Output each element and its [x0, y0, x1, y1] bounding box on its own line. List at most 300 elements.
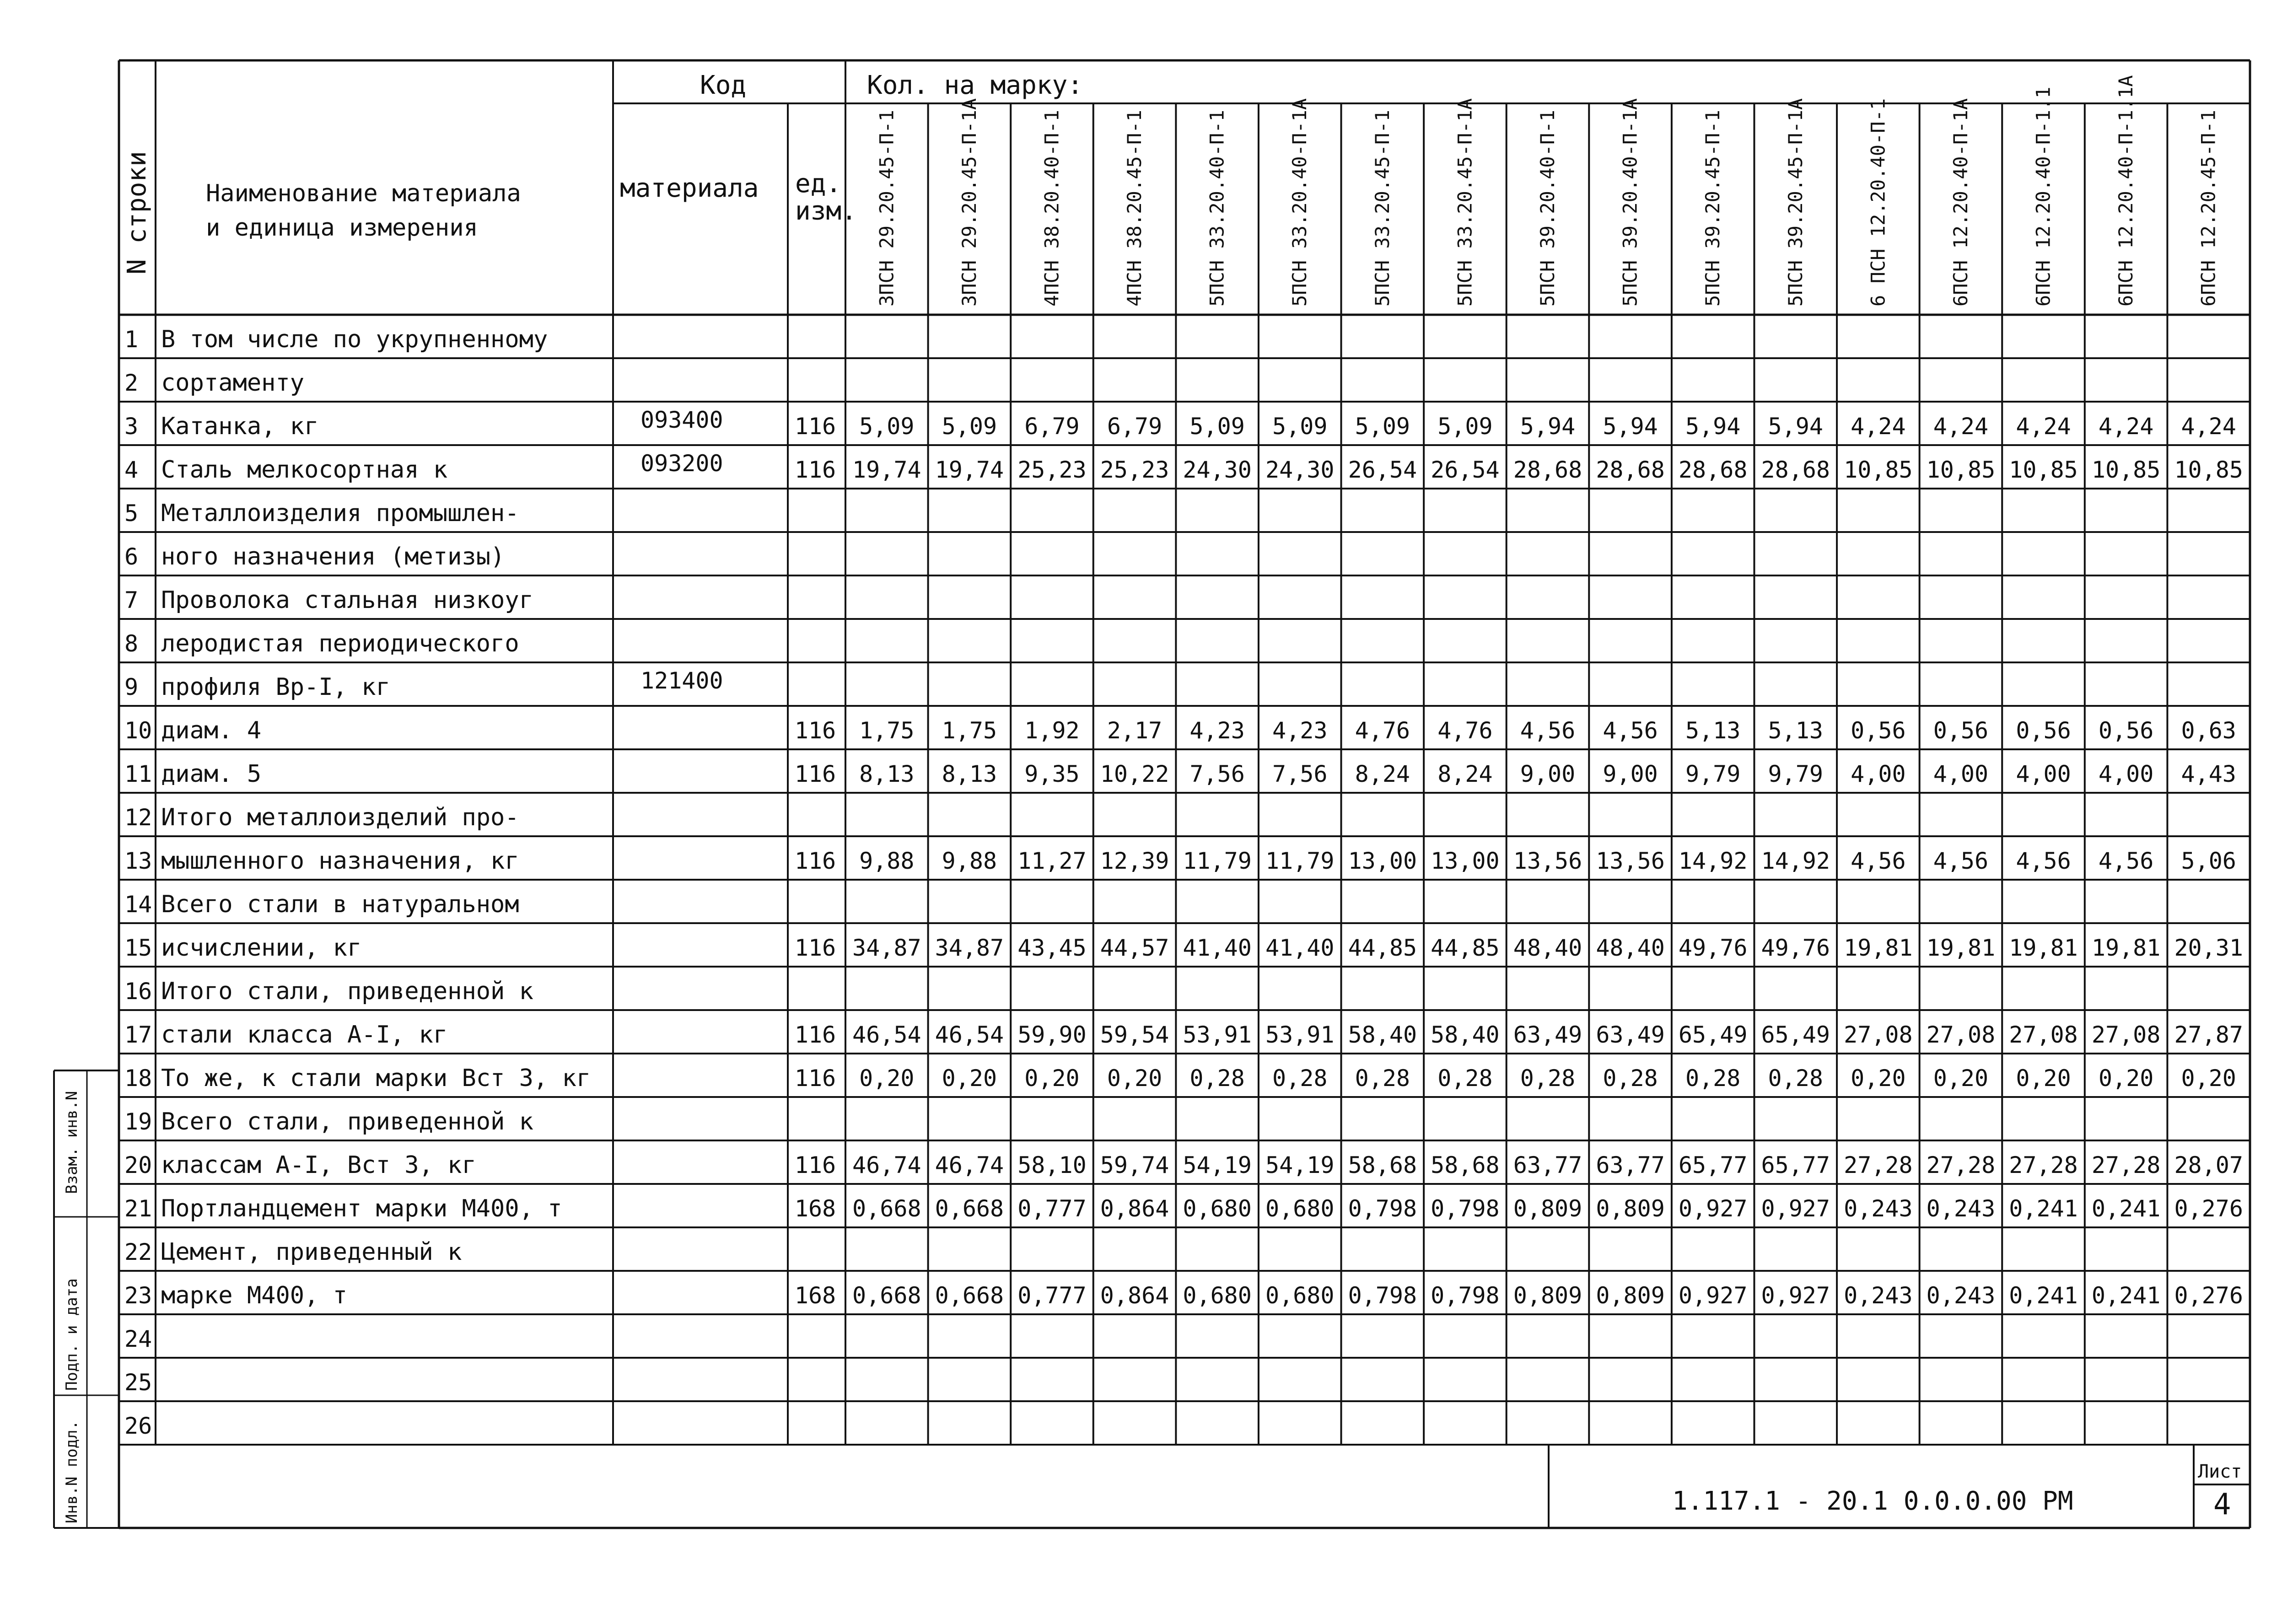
quantity-cell: 5,09	[1355, 413, 1410, 440]
quantity-cell: 0,241	[2009, 1282, 2078, 1309]
table-row	[124, 1282, 2243, 1309]
quantity-cell: 26,54	[1348, 457, 1417, 483]
row-number: 13	[124, 848, 152, 874]
quantity-cell: 8,24	[1355, 761, 1410, 787]
material-name: стали класса А-I, кг	[161, 1021, 448, 1049]
quantity-cell: 27,87	[2174, 1022, 2243, 1048]
mark-header-3: 4ПСН 38.20.40-П-1	[1040, 110, 1063, 307]
table-row	[124, 500, 519, 527]
quantity-cell: 27,28	[2091, 1152, 2161, 1178]
row-number-header: N строки	[122, 151, 152, 274]
quantity-cell: 24,30	[1183, 457, 1252, 483]
material-name: сортаменту	[161, 369, 305, 397]
quantity-cell: 0,241	[2091, 1195, 2161, 1222]
material-name: То же, к стали марки Вст 3, кг	[161, 1065, 591, 1092]
row-number: 1	[124, 326, 139, 353]
unit-code: 168	[794, 1195, 836, 1222]
row-number: 7	[124, 587, 139, 613]
quantity-cell: 27,08	[2009, 1022, 2078, 1048]
quantity-cell: 5,94	[1685, 413, 1741, 440]
quantity-cell: 34,87	[852, 935, 921, 961]
mark-header-15: 6ПСН 12.20.40-П-1.1	[2032, 86, 2055, 307]
row-number: 26	[124, 1413, 152, 1439]
quantity-cell: 0,28	[1355, 1065, 1410, 1092]
material-name: ного назначения (метизы)	[161, 543, 505, 570]
table-row	[124, 1108, 533, 1135]
quantity-cell: 5,13	[1685, 717, 1741, 744]
quantity-cell: 0,864	[1100, 1195, 1169, 1222]
quantity-cell: 44,57	[1100, 935, 1169, 961]
quantity-cell: 65,77	[1678, 1152, 1748, 1178]
row-number: 11	[124, 761, 152, 787]
mark-header-14: 6ПСН 12.20.40-П-1А	[1949, 98, 1972, 307]
quantity-cell: 0,809	[1596, 1195, 1665, 1222]
quantity-cell: 9,88	[859, 848, 915, 874]
side-stamp	[63, 1091, 81, 1523]
quantity-cell: 0,668	[852, 1195, 921, 1222]
quantity-cell: 0,680	[1183, 1195, 1252, 1222]
quantity-cell: 0,20	[859, 1065, 915, 1092]
quantity-cell: 0,20	[1024, 1065, 1080, 1092]
quantity-cell: 58,40	[1431, 1022, 1500, 1048]
row-number: 21	[124, 1195, 152, 1222]
quantity-cell: 44,85	[1431, 935, 1500, 961]
quantity-cell: 0,56	[1851, 717, 1906, 744]
quantity-cell: 5,13	[1768, 717, 1823, 744]
quantity-cell: 10,85	[1926, 457, 1996, 483]
quantity-cell: 58,68	[1348, 1152, 1417, 1178]
mark-header-17: 6ПСН 12.20.45-П-1	[2197, 110, 2220, 307]
quantity-cell: 4,00	[2016, 761, 2071, 787]
quantity-cell: 4,56	[1933, 848, 1989, 874]
quantity-cell: 5,94	[1520, 413, 1576, 440]
quantity-cell: 0,241	[2009, 1195, 2078, 1222]
table-row	[124, 369, 304, 397]
quantity-cell: 27,28	[1844, 1152, 1913, 1178]
quantity-cell: 13,56	[1513, 848, 1582, 874]
quantity-cell: 28,68	[1678, 457, 1748, 483]
unit-code: 116	[794, 761, 836, 787]
row-number: 8	[124, 630, 139, 657]
table-rows	[124, 326, 2243, 1439]
quantity-cell: 4,43	[2181, 761, 2236, 787]
quantity-cell: 6,79	[1107, 413, 1163, 440]
quantity-cell: 48,40	[1596, 935, 1665, 961]
mark-header-10: 5ПСН 39.20.40-П-1А	[1619, 98, 1642, 307]
side-label-original-inv: Инв.N подл.	[63, 1420, 81, 1523]
material-name: диам. 4	[161, 717, 262, 744]
quantity-cell: 26,54	[1431, 457, 1500, 483]
quantity-cell: 9,79	[1685, 761, 1741, 787]
material-name: классам А-I, Вст 3, кг	[161, 1151, 476, 1179]
quantity-cell: 59,54	[1100, 1022, 1169, 1048]
sheet-label: Лист	[2198, 1461, 2242, 1482]
quantity-cell: 0,927	[1678, 1282, 1748, 1309]
quantity-cell: 0,56	[1933, 717, 1989, 744]
quantity-cell: 25,23	[1100, 457, 1169, 483]
quantity-cell: 0,668	[852, 1282, 921, 1309]
row-number: 22	[124, 1239, 152, 1265]
unit-code: 116	[794, 457, 836, 483]
quantity-cell: 0,680	[1265, 1282, 1335, 1309]
quantity-cell: 9,35	[1024, 761, 1080, 787]
material-name: леродистая периодического	[161, 630, 519, 657]
quantity-cell: 0,276	[2174, 1282, 2243, 1309]
mark-header-11: 5ПСН 39.20.45-П-1	[1701, 110, 1724, 307]
quantity-cell: 0,28	[1603, 1065, 1658, 1092]
quantity-cell: 54,19	[1265, 1152, 1335, 1178]
quantity-cell: 10,85	[2174, 457, 2243, 483]
row-number: 2	[124, 370, 139, 396]
quantity-cell: 58,10	[1017, 1152, 1087, 1178]
row-number: 19	[124, 1108, 152, 1135]
quantity-cell: 4,76	[1437, 717, 1493, 744]
table-row	[124, 1326, 152, 1352]
quantity-cell: 13,56	[1596, 848, 1665, 874]
mark-header-6: 5ПСН 33.20.40-П-1А	[1288, 98, 1311, 307]
material-name: исчислении, кг	[161, 934, 362, 962]
quantity-cell: 13,00	[1348, 848, 1417, 874]
quantity-cell: 53,91	[1265, 1022, 1335, 1048]
quantity-cell: 43,45	[1017, 935, 1087, 961]
quantity-cell: 19,74	[852, 457, 921, 483]
row-number: 6	[124, 543, 139, 570]
material-name: марке М400, т	[161, 1282, 347, 1309]
quantity-cell: 44,85	[1348, 935, 1417, 961]
quantity-cell: 10,85	[2091, 457, 2161, 483]
document-code: 1.117.1 - 20.1 0.0.0.00 РМ	[1672, 1486, 2073, 1516]
quantity-cell: 10,85	[2009, 457, 2078, 483]
quantity-cell: 5,94	[1603, 413, 1658, 440]
quantity-cell: 4,56	[2098, 848, 2154, 874]
row-number: 25	[124, 1369, 152, 1396]
quantity-cell: 46,54	[935, 1022, 1004, 1048]
quantity-cell: 0,927	[1678, 1195, 1748, 1222]
table-row	[124, 1151, 2243, 1179]
quantity-cell: 4,76	[1355, 717, 1410, 744]
quantity-cell: 28,07	[2174, 1152, 2243, 1178]
table-row	[124, 667, 723, 701]
quantity-cell: 4,24	[2098, 413, 2154, 440]
quantity-cell: 4,23	[1189, 717, 1245, 744]
table-row	[124, 1413, 152, 1439]
quantity-cell: 1,92	[1024, 717, 1080, 744]
mark-header-9: 5ПСН 39.20.40-П-1	[1536, 110, 1559, 307]
table-row	[124, 934, 2243, 962]
quantity-cell: 0,20	[2098, 1065, 2154, 1092]
quantity-cell: 5,09	[942, 413, 997, 440]
quantity-cell: 0,276	[2174, 1195, 2243, 1222]
quantity-cell: 0,798	[1348, 1282, 1417, 1309]
quantity-cell: 1,75	[859, 717, 915, 744]
side-label-replacement: Взам. инв.N	[63, 1091, 81, 1194]
quantity-cell: 4,24	[2016, 413, 2071, 440]
mark-header-12: 5ПСН 39.20.45-П-1А	[1784, 98, 1807, 307]
material-name: Цемент, приведенный к	[161, 1238, 462, 1266]
row-number: 9	[124, 674, 139, 700]
quantity-cell: 0,809	[1513, 1195, 1582, 1222]
unit-code: 116	[794, 717, 836, 744]
unit-code: 116	[794, 413, 836, 440]
table-row	[124, 1021, 2243, 1049]
unit-code: 116	[794, 1022, 836, 1048]
quantity-cell: 27,28	[1926, 1152, 1996, 1178]
quantity-cell: 0,28	[1189, 1065, 1245, 1092]
table-row	[124, 1238, 462, 1266]
material-code: 093200	[640, 450, 723, 477]
quantity-cell: 53,91	[1183, 1022, 1252, 1048]
unit-header-line2: изм.	[795, 196, 857, 226]
mark-header-1: 3ПСН 29.20.45-П-1	[875, 110, 898, 307]
quantity-cell: 4,00	[1933, 761, 1989, 787]
quantity-cell: 28,68	[1596, 457, 1665, 483]
name-header-line2: и единица измерения	[206, 214, 478, 242]
quantity-cell: 9,88	[942, 848, 997, 874]
quantity-cell: 11,79	[1265, 848, 1335, 874]
quantity-cell: 4,56	[1520, 717, 1576, 744]
row-number: 14	[124, 891, 152, 918]
quantity-cell: 0,668	[935, 1282, 1004, 1309]
quantity-cell: 0,241	[2091, 1282, 2161, 1309]
material-code: 093400	[640, 407, 723, 433]
quantity-cell: 0,63	[2181, 717, 2236, 744]
quantity-cell: 11,79	[1183, 848, 1252, 874]
quantity-cell: 27,08	[2091, 1022, 2161, 1048]
table-row	[124, 450, 2243, 484]
quantity-cell: 0,20	[1933, 1065, 1989, 1092]
quantity-cell: 0,864	[1100, 1282, 1169, 1309]
quantity-cell: 58,68	[1431, 1152, 1500, 1178]
quantity-cell: 5,09	[859, 413, 915, 440]
quantity-cell: 0,28	[1520, 1065, 1576, 1092]
quantity-cell: 10,85	[1844, 457, 1913, 483]
quantity-cell: 27,08	[1844, 1022, 1913, 1048]
quantity-cell: 9,79	[1768, 761, 1823, 787]
quantity-cell: 25,23	[1017, 457, 1087, 483]
quantity-cell: 8,24	[1437, 761, 1493, 787]
quantity-cell: 19,81	[1844, 935, 1913, 961]
quantity-cell: 20,31	[2174, 935, 2243, 961]
material-name: Итого стали, приведенной к	[161, 978, 533, 1005]
mark-header-7: 5ПСН 33.20.45-П-1	[1371, 110, 1394, 307]
table-row	[124, 978, 533, 1005]
quantity-cell: 65,77	[1761, 1152, 1830, 1178]
material-name: диам. 5	[161, 760, 262, 788]
quantity-cell: 63,49	[1596, 1022, 1665, 1048]
row-number: 24	[124, 1326, 152, 1352]
quantity-cell: 0,243	[1926, 1195, 1996, 1222]
mark-column-headers	[875, 75, 2219, 307]
quantity-cell: 8,13	[942, 761, 997, 787]
row-number: 16	[124, 978, 152, 1005]
quantity-cell: 0,680	[1183, 1282, 1252, 1309]
table-row	[124, 586, 533, 614]
quantity-cell: 4,56	[1603, 717, 1658, 744]
quantity-cell: 0,243	[1844, 1282, 1913, 1309]
unit-code: 116	[794, 848, 836, 874]
quantity-cell: 19,74	[935, 457, 1004, 483]
quantity-cell: 19,81	[2009, 935, 2078, 961]
quantity-cell: 0,28	[1768, 1065, 1823, 1092]
material-name: Итого металлоизделий про-	[161, 804, 519, 831]
material-name: Портландцемент марки М400, т	[161, 1195, 562, 1222]
table-row	[124, 630, 519, 657]
quantity-cell: 19,81	[2091, 935, 2161, 961]
quantity-cell: 24,30	[1265, 457, 1335, 483]
quantity-cell: 0,243	[1926, 1282, 1996, 1309]
quantity-cell: 11,27	[1017, 848, 1087, 874]
quantity-cell: 4,56	[2016, 848, 2071, 874]
material-name: Проволока стальная низкоуг	[161, 586, 533, 614]
quantity-cell: 46,74	[935, 1152, 1004, 1178]
quantity-cell: 0,680	[1265, 1195, 1335, 1222]
side-label-signature-date: Подп. и дата	[63, 1278, 81, 1391]
name-header-line1: Наименование материала	[206, 180, 521, 207]
quantity-cell: 63,77	[1513, 1152, 1582, 1178]
unit-code: 116	[794, 935, 836, 961]
code-header: Код	[700, 70, 747, 100]
quantity-cell: 41,40	[1265, 935, 1335, 961]
row-number: 15	[124, 935, 152, 961]
mark-header-16: 6ПСН 12.20.40-П-1.1А	[2115, 75, 2137, 307]
material-name: мышленного назначения, кг	[161, 847, 519, 875]
table-row	[124, 804, 519, 831]
table-row	[124, 891, 519, 918]
quantity-cell: 4,24	[1851, 413, 1906, 440]
row-number: 12	[124, 804, 152, 831]
unit-header-line1: ед.	[795, 169, 842, 199]
quantity-cell: 0,927	[1761, 1282, 1830, 1309]
quantity-cell: 0,20	[942, 1065, 997, 1092]
quantity-cell: 59,74	[1100, 1152, 1169, 1178]
quantity-cell: 19,81	[1926, 935, 1996, 961]
quantity-cell: 5,09	[1272, 413, 1328, 440]
quantity-cell: 9,00	[1603, 761, 1658, 787]
row-number: 17	[124, 1022, 152, 1048]
quantity-cell: 0,20	[2016, 1065, 2071, 1092]
table-row	[124, 326, 548, 353]
quantity-cell: 0,28	[1685, 1065, 1741, 1092]
quantity-cell: 65,49	[1678, 1022, 1748, 1048]
quantity-cell: 4,56	[1851, 848, 1906, 874]
quantity-cell: 0,668	[935, 1195, 1004, 1222]
quantity-cell: 7,56	[1189, 761, 1245, 787]
material-name: профиля Вр-I, кг	[161, 673, 390, 701]
title-block	[1672, 1461, 2242, 1522]
quantity-cell: 28,68	[1761, 457, 1830, 483]
quantity-cell: 0,927	[1761, 1195, 1830, 1222]
quantity-cell: 0,28	[1437, 1065, 1493, 1092]
quantity-cell: 59,90	[1017, 1022, 1087, 1048]
material-code-header: материала	[620, 173, 759, 203]
material-name: В том числе по укрупненному	[161, 326, 548, 353]
table-row	[124, 1369, 152, 1396]
quantity-cell: 6,79	[1024, 413, 1080, 440]
material-name: Сталь мелкосортная к	[161, 456, 448, 484]
mark-header-2: 3ПСН 29.20.45-П-1А	[958, 98, 980, 307]
quantity-cell: 7,56	[1272, 761, 1328, 787]
quantity-cell: 65,49	[1761, 1022, 1830, 1048]
quantity-cell: 27,08	[1926, 1022, 1996, 1048]
quantity-cell: 0,20	[1851, 1065, 1906, 1092]
quantity-cell: 14,92	[1678, 848, 1748, 874]
row-number: 4	[124, 457, 139, 483]
mark-header-13: 6 ПСН 12.20.40-П-1	[1867, 98, 1889, 307]
quantity-cell: 63,49	[1513, 1022, 1582, 1048]
quantity-cell: 54,19	[1183, 1152, 1252, 1178]
material-name: Всего стали, приведенной к	[161, 1108, 533, 1135]
quantity-cell: 0,56	[2016, 717, 2071, 744]
quantity-cell: 4,23	[1272, 717, 1328, 744]
quantity-cell: 0,798	[1431, 1282, 1500, 1309]
quantity-cell: 46,74	[852, 1152, 921, 1178]
quantity-cell: 12,39	[1100, 848, 1169, 874]
quantity-cell: 0,798	[1348, 1195, 1417, 1222]
quantity-cell: 5,06	[2181, 848, 2236, 874]
quantity-cell: 28,68	[1513, 457, 1582, 483]
quantity-cell: 5,09	[1189, 413, 1245, 440]
mark-header-4: 4ПСН 38.20.45-П-1	[1123, 110, 1146, 307]
quantity-cell: 0,20	[1107, 1065, 1163, 1092]
material-name: Всего стали в натуральном	[161, 891, 519, 918]
table-header	[122, 70, 1083, 274]
row-number: 20	[124, 1152, 152, 1178]
row-number: 18	[124, 1065, 152, 1092]
quantity-cell: 8,13	[859, 761, 915, 787]
sheet-number: 4	[2213, 1488, 2231, 1522]
quantity-cell: 49,76	[1678, 935, 1748, 961]
quantity-cell: 46,54	[852, 1022, 921, 1048]
quantity-cell: 0,777	[1017, 1195, 1087, 1222]
quantity-cell: 49,76	[1761, 935, 1830, 961]
table-row	[124, 543, 505, 570]
quantity-cell: 9,00	[1520, 761, 1576, 787]
quantity-cell: 4,00	[2098, 761, 2154, 787]
quantity-cell: 63,77	[1596, 1152, 1665, 1178]
quantity-cell: 5,94	[1768, 413, 1823, 440]
material-code: 121400	[640, 667, 723, 694]
quantity-cell: 4,24	[1933, 413, 1989, 440]
quantity-cell: 58,40	[1348, 1022, 1417, 1048]
material-name: Катанка, кг	[161, 413, 319, 440]
row-number: 10	[124, 717, 152, 744]
unit-code: 116	[794, 1065, 836, 1092]
row-number: 3	[124, 413, 139, 440]
quantity-cell: 1,75	[942, 717, 997, 744]
quantity-cell: 10,22	[1100, 761, 1169, 787]
quantity-cell: 0,809	[1513, 1282, 1582, 1309]
quantity-cell: 14,92	[1761, 848, 1830, 874]
quantity-cell: 0,56	[2098, 717, 2154, 744]
quantity-cell: 5,09	[1437, 413, 1493, 440]
quantity-cell: 4,24	[2181, 413, 2236, 440]
row-number: 23	[124, 1282, 152, 1309]
quantity-cell: 34,87	[935, 935, 1004, 961]
quantity-cell: 0,809	[1596, 1282, 1665, 1309]
row-number: 5	[124, 500, 139, 527]
table-row	[124, 1195, 2243, 1222]
quantity-cell: 13,00	[1431, 848, 1500, 874]
material-name: Металлоизделия промышлен-	[161, 500, 519, 527]
mark-header-5: 5ПСН 33.20.40-П-1	[1206, 110, 1228, 307]
quantity-cell: 0,798	[1431, 1195, 1500, 1222]
quantity-cell: 4,00	[1851, 761, 1906, 787]
quantity-cell: 0,28	[1272, 1065, 1328, 1092]
quantity-cell: 41,40	[1183, 935, 1252, 961]
unit-code: 168	[794, 1282, 836, 1309]
quantity-cell: 27,28	[2009, 1152, 2078, 1178]
quantity-cell: 48,40	[1513, 935, 1582, 961]
